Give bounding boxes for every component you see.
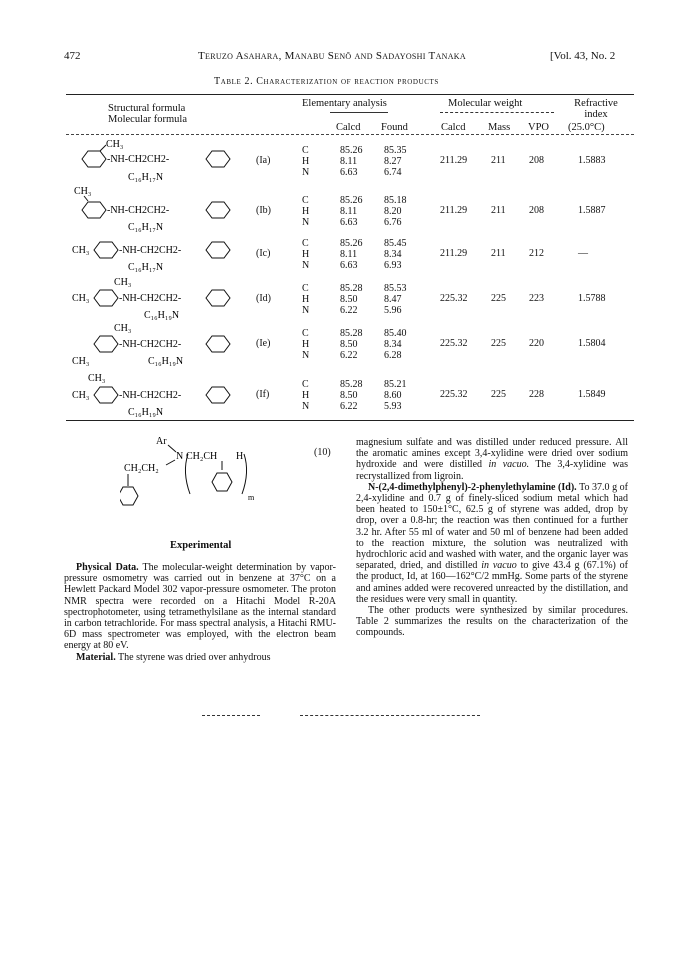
element-symbol: N: [302, 401, 310, 412]
element-symbol: H: [302, 339, 310, 350]
scheme-n: N: [176, 451, 184, 462]
mw-calcd-value: 225.32: [440, 293, 468, 304]
if-ch3-left: CH₃: [72, 390, 90, 401]
found-value: 8.60: [384, 390, 402, 401]
structure-ib-drawing: [64, 186, 244, 236]
col-structural: Structural formula: [108, 103, 186, 114]
col-mw-calcd: Calcd: [441, 122, 466, 133]
if-formula: C₁₆H₁₉N: [128, 407, 164, 418]
footer-rule-short: [202, 715, 260, 716]
table-caption: Table 2. Characterization of reaction products: [214, 76, 439, 87]
col-vpo: VPO: [528, 122, 550, 133]
col-molecular: Molecular formula: [108, 114, 188, 125]
structure-ia: [64, 138, 244, 188]
col-refractive: [566, 98, 626, 120]
id-procedure-title: N-(2,4-dimethylphenyl)-2-phenylethylamine (Id).: [368, 481, 577, 493]
calcd-value: 85.28: [340, 283, 363, 294]
right-p2-end: to give 43.4 g (67.1%) of the product, Id, at 160—162°C/2 mmHg. Some parts of the styrene and amines added were recovered unreacted by the distillation, and the residues were very small in quantity.: [356, 560, 629, 605]
ib-formula: C₁₆H₁₇N: [128, 222, 164, 233]
running-journal: [Vol. 43, No. 2: [550, 50, 616, 62]
found-value: 8.34: [384, 339, 402, 350]
mass-value: 211: [491, 205, 506, 216]
structure-id: [64, 276, 244, 326]
scheme-chain-left: CH₂CH₂: [124, 463, 159, 474]
experimental-heading: Experimental: [170, 540, 232, 551]
calcd-value: 85.26: [340, 195, 363, 206]
refractive-value: 1.5849: [578, 389, 606, 400]
row-label: (Id): [256, 293, 271, 304]
vpo-value: 208: [529, 155, 544, 166]
id-ch3-top: CH₃: [114, 277, 132, 288]
element-symbol: C: [302, 283, 309, 294]
right-p1-end: The 3,4-xylidine was recrystallized from ligroin.: [356, 459, 629, 482]
element-symbol: N: [302, 217, 310, 228]
structure-if: [64, 372, 244, 422]
vpo-value: 220: [529, 338, 544, 349]
left-column: [64, 562, 336, 663]
ia-ch3: CH₃: [106, 139, 124, 150]
ie-ch3-bottom: CH₃: [72, 356, 90, 367]
calcd-value: 8.11: [340, 249, 358, 260]
scheme-h: H: [236, 451, 244, 462]
calcd-value: 6.22: [340, 401, 358, 412]
if-chain: -NH-CH2CH2-: [119, 390, 182, 401]
if-ch3-top: CH₃: [88, 373, 106, 384]
scheme-m: m: [248, 493, 255, 502]
elemental-brace: [330, 112, 388, 113]
found-value: 8.20: [384, 206, 402, 217]
element-symbol: C: [302, 195, 309, 206]
vpo-value: 223: [529, 293, 544, 304]
table-top-rule: [66, 94, 634, 95]
refractive-value: 1.5788: [578, 293, 606, 304]
id-ch3-left: CH₃: [72, 293, 90, 304]
ie-formula: C₁₆H₁₉N: [148, 356, 184, 367]
element-symbol: C: [302, 238, 309, 249]
found-value: 5.96: [384, 305, 402, 316]
right-p3: The other products were synthesized by similar procedures. Table 2 summarizes the results on the characterization of the compounds.: [356, 605, 628, 639]
found-value: 85.40: [384, 328, 407, 339]
ia-formula: C₁₆H₁₇N: [128, 172, 164, 183]
col-found: Found: [381, 122, 408, 133]
structure-ie-drawing: [64, 322, 244, 372]
col-mass: Mass: [488, 122, 511, 133]
calcd-value: 85.26: [340, 238, 363, 249]
right-p1-ital: in vacuo.: [488, 459, 530, 471]
scheme-drawing: [120, 432, 340, 522]
ib-chain: -NH-CH2CH2-: [107, 205, 170, 216]
structure-ie: [64, 322, 244, 372]
vpo-value: 228: [529, 389, 544, 400]
found-value: 8.27: [384, 156, 402, 167]
ic-ch3: CH₃: [72, 245, 90, 256]
running-authors: Teruzo Asahara, Manabu Senō and Sadayoshi Tanaka: [198, 50, 466, 62]
found-value: 85.45: [384, 238, 407, 249]
id-chain: -NH-CH2CH2-: [119, 293, 182, 304]
element-symbol: N: [302, 350, 310, 361]
found-value: 6.93: [384, 260, 402, 271]
element-symbol: C: [302, 379, 309, 390]
scheme-10: [120, 432, 340, 522]
table-header-rule: [66, 134, 634, 135]
vpo-value: 208: [529, 205, 544, 216]
row-label: (Ib): [256, 205, 271, 216]
col-calcd: Calcd: [336, 122, 361, 133]
element-symbol: H: [302, 206, 310, 217]
structure-ib: [64, 186, 244, 236]
col-refractive-label: Refractive index: [574, 98, 618, 120]
mass-value: 225: [491, 338, 506, 349]
row-label: (Ia): [256, 155, 271, 166]
calcd-value: 85.26: [340, 145, 363, 156]
material-label: Material.: [76, 651, 116, 663]
col-refractive-temp: (25.0°C): [568, 122, 605, 133]
found-value: 85.18: [384, 195, 407, 206]
scheme-chain-right: CH₂CH: [186, 451, 218, 462]
scheme-ar: Ar: [156, 436, 167, 447]
row-label: (Ic): [256, 248, 271, 259]
mw-calcd-value: 211.29: [440, 205, 468, 216]
mass-value: 211: [491, 248, 506, 259]
calcd-value: 6.22: [340, 350, 358, 361]
calcd-value: 8.50: [340, 390, 358, 401]
vpo-value: 212: [529, 248, 544, 259]
found-value: 8.47: [384, 294, 402, 305]
calcd-value: 8.50: [340, 294, 358, 305]
element-symbol: C: [302, 328, 309, 339]
element-symbol: H: [302, 294, 310, 305]
right-p2-ital: in vacuo: [481, 560, 517, 572]
mass-value: 225: [491, 389, 506, 400]
mw-calcd-value: 211.29: [440, 248, 468, 259]
physical-text: The molecular-weight determination by vapor-pressure osmometry was carried out in benzene at 37°C on a Hewlett Packard Model 302 vapor-pressure osmometer. The proton NMR spectra were recorded on a Hitachi Model R-20A spectrophotometer, using tetramethylsilane as the internal standard in carbon tetrachloride. For mass spectral analysis, a Hitachi RMU-6D mass spectrometer was employed, with the electron beam energy at 80 eV.: [64, 562, 337, 652]
ie-ch3-top: CH₃: [114, 323, 132, 334]
physical-label: Physical Data.: [76, 562, 139, 573]
row-label: (Ie): [256, 338, 271, 349]
calcd-value: 85.28: [340, 379, 363, 390]
element-symbol: H: [302, 249, 310, 260]
ie-chain: -NH-CH2CH2-: [119, 339, 182, 350]
element-symbol: N: [302, 167, 310, 178]
calcd-value: 8.11: [340, 156, 358, 167]
mw-calcd-value: 225.32: [440, 389, 468, 400]
refractive-value: 1.5887: [578, 205, 606, 216]
structure-ia-drawing: [64, 138, 244, 188]
page-number: 472: [64, 50, 81, 62]
calcd-value: 6.63: [340, 260, 358, 271]
element-symbol: N: [302, 260, 310, 271]
element-symbol: H: [302, 156, 310, 167]
found-value: 85.35: [384, 145, 407, 156]
element-symbol: H: [302, 390, 310, 401]
row-label: (If): [256, 389, 270, 400]
col-molweight: Molecular weight: [448, 98, 523, 109]
refractive-value: 1.5804: [578, 338, 606, 349]
mw-calcd-value: 225.32: [440, 338, 468, 349]
calcd-value: 8.50: [340, 339, 358, 350]
found-value: 85.21: [384, 379, 407, 390]
refractive-value: 1.5883: [578, 155, 606, 166]
molweight-brace: [440, 112, 554, 113]
footer-rule-long: [300, 715, 480, 716]
element-symbol: N: [302, 305, 310, 316]
structure-if-drawing: [64, 372, 244, 422]
ib-ch3: CH₃: [74, 186, 92, 197]
ic-chain: -NH-CH2CH2-: [119, 245, 182, 256]
found-value: 5.93: [384, 401, 402, 412]
right-column: [356, 437, 628, 639]
structure-id-drawing: [64, 276, 244, 326]
calcd-value: 6.63: [340, 167, 358, 178]
right-p1: magnesium sulfate and was distilled under reduced pressure. All the aromatic amines except 3,4-xylidine were dried over sodium hydroxide and were distilled: [356, 437, 628, 471]
ic-formula: C₁₆H₁₇N: [128, 262, 164, 273]
mass-value: 225: [491, 293, 506, 304]
calcd-value: 8.11: [340, 206, 358, 217]
id-formula: C₁₆H₁₉N: [144, 310, 180, 321]
found-value: 6.74: [384, 167, 402, 178]
col-elemental: Elementary analysis: [302, 98, 387, 109]
refractive-value: —: [578, 248, 588, 259]
ia-chain: -NH-CH2CH2-: [107, 154, 170, 165]
calcd-value: 6.63: [340, 217, 358, 228]
found-value: 85.53: [384, 283, 407, 294]
calcd-value: 85.28: [340, 328, 363, 339]
found-value: 8.34: [384, 249, 402, 260]
mass-value: 211: [491, 155, 506, 166]
element-symbol: C: [302, 145, 309, 156]
right-p2: To 37.0 g of 2,4-xylidine and 0.7 g of finely-sliced sodium metal which had been heated to 150±1°C, 62.5 g of styrene was added, drop by drop, over a 0.8-hr; the reaction was then continued for a further 3.2 hr. After 55 ml of water and 50 ml of benzene had been added to the reaction mixture, the solution was neutralized with hydrochloric acid and washed with water, and the organic layer was separated, dried, and distilled: [356, 481, 628, 572]
equation-number: (10): [314, 447, 331, 458]
found-value: 6.76: [384, 217, 402, 228]
material-text: The styrene was dried over anhydrous: [118, 651, 271, 663]
found-value: 6.28: [384, 350, 402, 361]
calcd-value: 6.22: [340, 305, 358, 316]
mw-calcd-value: 211.29: [440, 155, 468, 166]
